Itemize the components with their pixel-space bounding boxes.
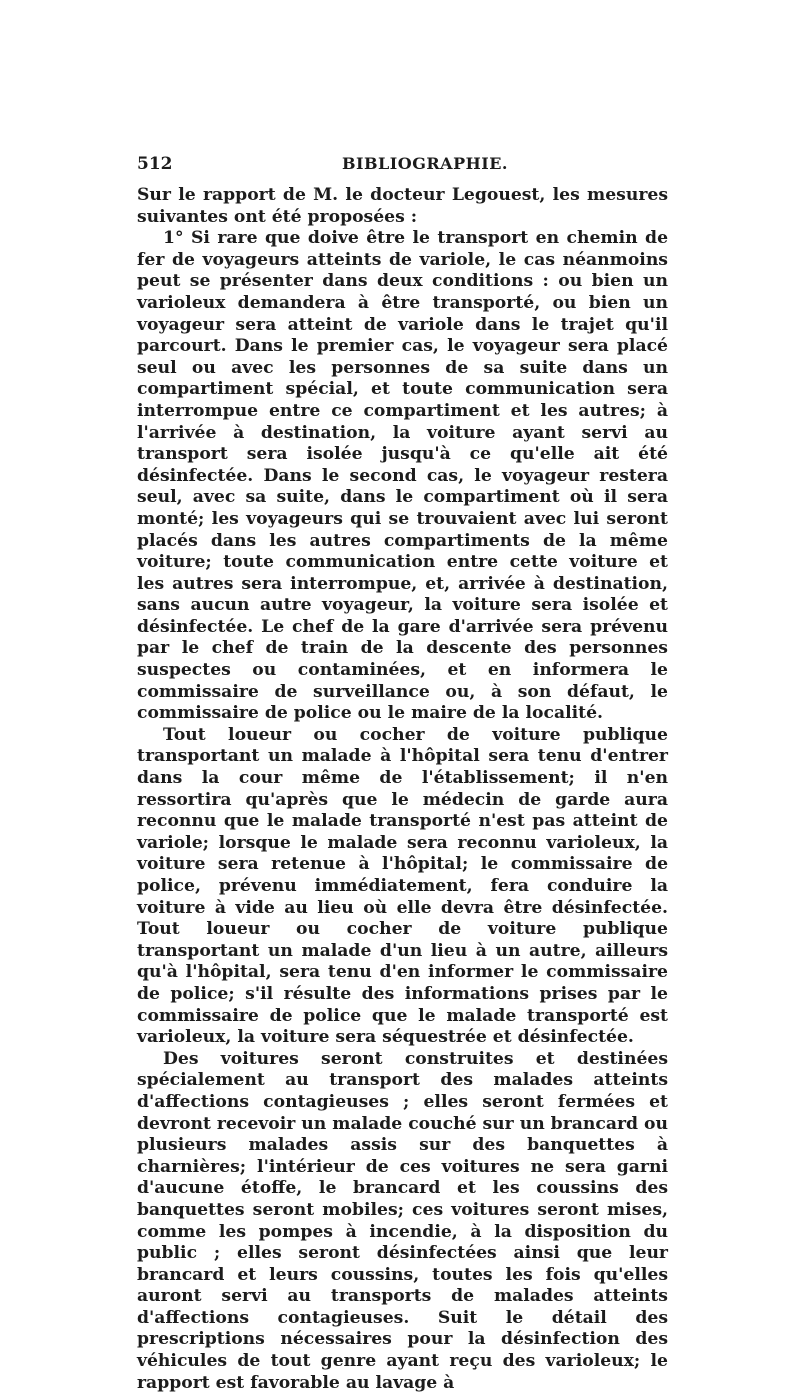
paragraph-intro: Sur le rapport de M. le docteur Legouest, les mesures suivantes ont été proposées : bbox=[137, 185, 668, 227]
paragraph-special-carriages: Des voitures seront construites et destinées spécialement au transport des malades atteints d'affections contagieuses ; elles seront fermées et devront recevoir un malade couché sur un brancard ou plusieurs malades assis sur des banquettes à charnières; l'intérieur de ces voitures ne sera garni d'aucune étoffe, le brancard et les coussins des banquettes seront mobiles; ces voitures seront mises, comme les pompes à incendie, à la disposition du public ; elles seront désinfectées ainsi que leur brancard et leurs coussins, toutes les fois qu'elles auront servi au transports de malades atteints d'affections contagieuses. Suit le détail des prescriptions nécessaires pour la désinfection des véhicules de tout genre ayant reçu des varioleux; le rapport est favorable au lavage à bbox=[137, 1048, 669, 1393]
page-number: 512 bbox=[137, 154, 173, 174]
body-text bbox=[137, 185, 668, 1394]
page-header bbox=[137, 154, 668, 180]
paragraph-railway-transport: 1° Si rare que doive être le transport en chemin de fer de voyageurs atteints de variole, le cas néanmoins peut se présenter dans deux conditions : ou bien un varioleux demandera à être transporté, ou bien un voyageur sera atteint de variole dans le trajet qu'il parcourt. Dans le premier cas, le voyageur sera placé seul ou avec les personnes de sa suite dans un compartiment spécial, et toute communication sera interrompue entre ce compartiment et les autres; à l'arrivée à destination, la voiture ayant servi au transport sera isolée jusqu'à ce qu'elle ait été désinfectée. Dans le second cas, le voyageur restera seul, avec sa suite, dans le compartiment où il sera monté; les voyageurs qui se trouvaient avec lui seront placés dans les autres compartiments de la même voiture; toute communication entre cette voiture et les autres sera interrompue, et, arrivée à destination, sans aucun autre voyageur, la voiture sera isolée et désinfectée. Le chef de la gare d'arrivée sera prévenu par le chef de train de la descente des personnes suspectes ou contaminées, et en informera le commissaire de surveillance ou, à son défaut, le commissaire de police ou le maire de la localité. bbox=[137, 228, 668, 724]
running-title: BIBLIOGRAPHIE. bbox=[342, 154, 508, 173]
paragraph-public-carriages: Tout loueur ou cocher de voiture publique transportant un malade à l'hôpital sera tenu d'entrer dans la cour même de l'établissement; il n'en ressortira qu'après que le médecin de garde aura reconnu que le malade transporté n'est pas atteint de variole; lorsque le malade sera reconnu varioleux, la voiture sera retenue à l'hôpital; le commissaire de police, prévenu immédiatement, fera conduire la voiture à vide au lieu où elle devra être désinfectée. Tout loueur ou cocher de voiture publique transportant un malade d'un lieu à un autre, ailleurs qu'à l'hôpital, sera tenu d'en informer le commissaire de police; s'il résulte des informations prises par le commissaire de police que le malade transporté est varioleux, la voiture sera séquestrée et désinfectée. bbox=[137, 724, 668, 1048]
